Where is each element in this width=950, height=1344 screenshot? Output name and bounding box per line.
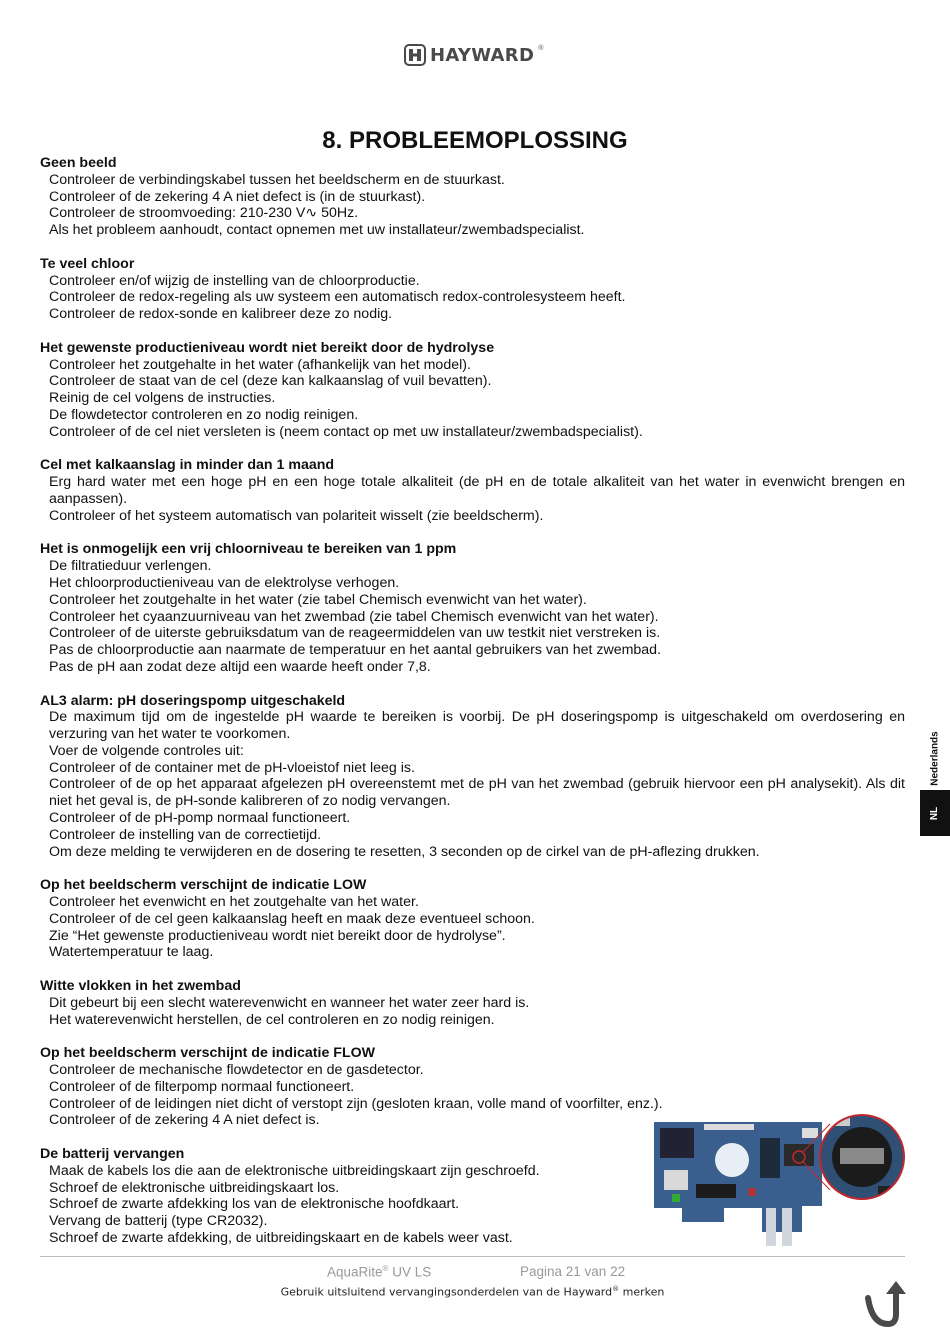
section-line: De flowdetector controleren en zo nodig reinigen. bbox=[49, 406, 359, 423]
section-line: Controleer of het systeem automatisch van polariteit wisselt (zie beeldscherm). bbox=[49, 507, 544, 524]
section-line: Zie “Het gewenste productieniveau wordt niet bereikt door de hydrolyse”. bbox=[49, 927, 506, 944]
product-suffix: UV LS bbox=[388, 1264, 432, 1280]
section-line: Controleer de instelling van de correctietijd. bbox=[49, 826, 322, 843]
section bbox=[40, 541, 905, 675]
section-lines bbox=[40, 273, 905, 323]
section-line: Het chloorproductieniveau van de elektrolyse verhogen. bbox=[49, 574, 400, 591]
section bbox=[40, 693, 905, 861]
section-line: Het waterevenwicht herstellen, de cel controleren en zo nodig reinigen. bbox=[49, 1011, 495, 1028]
section-line: Controleer de stroomvoeding: 210-230 V∿ 50Hz. bbox=[49, 205, 359, 222]
section-line: Controleer of de leidingen niet dicht of verstopt zijn (gesloten kraan, volle mand of voorfilter, enz.). bbox=[49, 1095, 663, 1112]
section-lines bbox=[40, 357, 905, 441]
footer-product-name bbox=[327, 1264, 431, 1280]
footer-note-text: Gebruik uitsluitend vervangingsonderdelen van de Hayward bbox=[280, 1285, 613, 1299]
footer-note-mark: ® bbox=[612, 1285, 620, 1293]
language-side-tab bbox=[920, 790, 950, 836]
section-line: Vervang de batterij (type CR2032). bbox=[49, 1213, 268, 1230]
section bbox=[40, 256, 905, 323]
section-heading: AL3 alarm: pH doseringspomp uitgeschakeld bbox=[40, 692, 346, 709]
section-heading: Op het beeldscherm verschijnt de indicatie FLOW bbox=[40, 1045, 376, 1062]
brand-registered-mark: ® bbox=[538, 45, 544, 52]
section-line: Controleer en/of wijzig de instelling van de chloorproductie. bbox=[49, 272, 420, 289]
section-line: Om deze melding te verwijderen en de dosering te resetten, 3 seconden op de cirkel van de pH-aflezing drukken. bbox=[49, 843, 760, 860]
section-line: Schroef de elektronische uitbreidingskaart los. bbox=[49, 1179, 340, 1196]
product-registered-mark: ® bbox=[382, 1264, 389, 1273]
section-heading: De batterij vervangen bbox=[40, 1146, 185, 1163]
section-line: Controleer het zoutgehalte in het water (afhankelijk van het model). bbox=[49, 356, 471, 373]
footer-divider bbox=[40, 1256, 905, 1257]
section-line: Controleer de redox-sonde en kalibreer deze zo nodig. bbox=[49, 306, 393, 323]
section-lines bbox=[40, 474, 905, 524]
footer-note bbox=[0, 1285, 945, 1299]
section-line: Voer de volgende controles uit: bbox=[49, 742, 244, 759]
section-line: Controleer de redox-regeling als uw systeem een automatisch redox-controlesysteem heeft. bbox=[49, 289, 626, 306]
hayward-logo bbox=[404, 43, 543, 67]
section-heading: Witte vlokken in het zwembad bbox=[40, 978, 241, 995]
section-line: Pas de pH aan zodat deze altijd een waarde heeft onder 7,8. bbox=[49, 658, 431, 675]
section-line: Controleer de mechanische flowdetector en de gasdetector. bbox=[49, 1062, 424, 1079]
section-line: Erg hard water met een hoge pH en een hoge totale alkaliteit (de pH en de totale alkaliteit van het water in evenwicht brengen en aanpassen). bbox=[49, 474, 905, 507]
section bbox=[40, 457, 905, 524]
section-line: Schroef de zwarte afdekking los van de elektronische hoofdkaart. bbox=[49, 1196, 460, 1213]
hayward-h-logo-icon bbox=[404, 44, 426, 66]
section-line: Controleer of de container met de pH-vloeistof niet leeg is. bbox=[49, 759, 415, 776]
language-code: NL bbox=[929, 806, 941, 820]
section-heading: Te veel chloor bbox=[40, 255, 135, 272]
section-line: Controleer het evenwicht en het zoutgehalte van het water. bbox=[49, 894, 419, 911]
section-line: Dit gebeurt bij een slecht waterevenwicht en wanneer het water zeer hard is. bbox=[49, 994, 530, 1011]
section bbox=[40, 340, 905, 441]
section-line: De maximum tijd om de ingestelde pH waarde te bereiken is voorbij. De pH doseringspomp is uitgeschakeld om overdosering en verzuring van het water te voorkomen. bbox=[49, 709, 905, 743]
section-line: Controleer de staat van de cel (deze kan kalkaanslag of vuil bevatten). bbox=[49, 373, 492, 390]
section-lines bbox=[40, 995, 905, 1029]
section-line: Watertemperatuur te laag. bbox=[49, 944, 214, 961]
section-heading: Het is onmogelijk een vrij chloorniveau te bereiken van 1 ppm bbox=[40, 541, 457, 558]
troubleshooting-content bbox=[40, 155, 905, 1264]
section-line: Controleer of de op het apparaat afgelezen pH overeenstemt met de pH van het zwembad (gebruik hiervoor een pH analysekit). Als dit niet het geval is, de pH-sonde kalibreren of zo nodig vervangen. bbox=[49, 776, 905, 810]
section-line: Maak de kabels los die aan de elektronische uitbreidingskaart zijn geschroefd. bbox=[49, 1162, 540, 1179]
section-heading: Geen beeld bbox=[40, 155, 117, 171]
footer-note-suffix: merken bbox=[619, 1285, 665, 1299]
section-line: Als het probleem aanhoudt, contact opnemen met uw installateur/zwembadspecialist. bbox=[49, 222, 585, 239]
language-name: Nederlands bbox=[929, 730, 941, 786]
section-line: Controleer of de uiterste gebruiksdatum van de reageermiddelen van uw testkit niet verstreken is. bbox=[49, 625, 661, 642]
section-line: Reinig de cel volgens de instructies. bbox=[49, 390, 276, 407]
section-line: Controleer of de zekering 4 A niet defect is. bbox=[49, 1112, 320, 1129]
section-lines bbox=[40, 894, 905, 961]
section-lines bbox=[40, 172, 905, 239]
section-line: De filtratieduur verlengen. bbox=[49, 558, 212, 575]
curved-arrow-icon[interactable] bbox=[862, 1278, 908, 1328]
section-line: Pas de chloorproductie aan naarmate de temperatuur en het aantal gebruikers van het zwembad. bbox=[49, 642, 662, 659]
section-line: Schroef de zwarte afdekking, de uitbreidingskaart en de kabels weer vast. bbox=[49, 1230, 513, 1246]
language-side-label bbox=[920, 728, 950, 788]
section-line: Controleer of de filterpomp normaal functioneert. bbox=[49, 1078, 355, 1095]
section-heading: Het gewenste productieniveau wordt niet bereikt door de hydrolyse bbox=[40, 339, 495, 356]
section-line: Controleer of de cel geen kalkaanslag heeft en maak deze eventueel schoon. bbox=[49, 910, 535, 927]
section-line: Controleer of de pH-pomp normaal functioneert. bbox=[49, 810, 351, 827]
section-line: Controleer het zoutgehalte in het water (zie tabel Chemisch evenwicht van het water). bbox=[49, 591, 587, 608]
section bbox=[40, 978, 905, 1028]
brand-name: HAYWARD bbox=[430, 44, 535, 66]
section-lines bbox=[40, 709, 905, 860]
circuit-board-battery-image bbox=[652, 1104, 908, 1250]
page-title: 8. PROBLEEMOPLOSSING bbox=[322, 127, 628, 154]
section bbox=[40, 155, 905, 239]
section-line: Controleer of de cel niet versleten is (neem contact op met uw installateur/zwembadspecialist). bbox=[49, 423, 643, 440]
section-heading: Op het beeldscherm verschijnt de indicatie LOW bbox=[40, 877, 367, 894]
section-line: Controleer het cyaanzuurniveau van het zwembad (zie tabel Chemisch evenwicht van het water). bbox=[49, 608, 659, 625]
section-line: Controleer de verbindingskabel tussen het beeldscherm en de stuurkast. bbox=[49, 171, 505, 188]
section-line: Controleer of de zekering 4 A niet defect is (in de stuurkast). bbox=[49, 188, 426, 205]
section-heading: Cel met kalkaanslag in minder dan 1 maand bbox=[40, 457, 335, 474]
section-lines bbox=[40, 558, 905, 676]
page-number: Pagina 21 van 22 bbox=[520, 1264, 626, 1279]
section bbox=[40, 877, 905, 961]
product-name: AquaRite bbox=[327, 1264, 383, 1280]
